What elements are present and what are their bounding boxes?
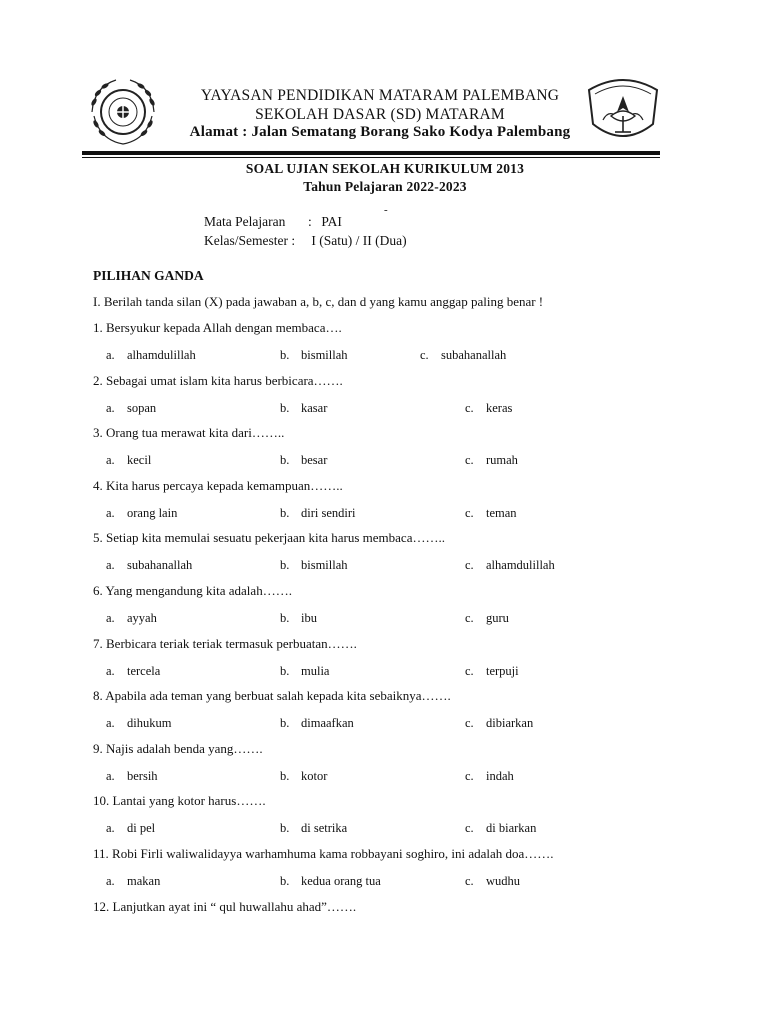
option-c (465, 453, 518, 468)
option-letter: a. (106, 558, 115, 573)
exam-title: SOAL UJIAN SEKOLAH KURIKULUM 2013 (245, 161, 525, 176)
question-text: 1. Bersyukur kepada Allah dengan membaca…. (93, 320, 342, 335)
option-letter: c. (465, 821, 474, 836)
option-letter: b. (280, 348, 290, 362)
foundation-name: YAYASAN PENDIDIKAN MATARAM PALEMBANG (200, 87, 560, 104)
option-text: kotor (301, 768, 328, 783)
option-letter: a. (106, 400, 115, 415)
option-letter: c. (465, 663, 474, 678)
question-text: 5. Setiap kita memulai sesuatu pekerjaan kita harus membaca…….. (93, 530, 445, 546)
question-text: 2. Sebagai umat islam kita harus berbicara……. (93, 372, 343, 388)
dash-mark: - (384, 204, 388, 216)
option-c (465, 611, 509, 626)
subject-label: Mata Pelajaran (204, 214, 286, 229)
option-text: indah (486, 768, 514, 783)
option-text: sopan (127, 400, 157, 415)
option-text: teman (486, 505, 517, 520)
option-text: wudhu (486, 874, 521, 888)
option-letter: c. (420, 348, 429, 362)
option-letter: a. (106, 663, 115, 678)
option-b (280, 874, 381, 889)
option-letter: c. (465, 611, 474, 625)
subject-row (204, 214, 342, 230)
option-letter: c. (465, 505, 474, 520)
option-b (280, 769, 327, 784)
option-text: mulia (301, 663, 330, 678)
school-name: SEKOLAH DASAR (SD) MATARAM (255, 106, 505, 123)
option-text: kedua orang tua (301, 874, 381, 888)
option-letter: a. (106, 505, 115, 520)
option-text: bismillah (301, 348, 348, 362)
option-c (465, 769, 514, 784)
option-letter: a. (106, 716, 115, 731)
option-a (106, 664, 160, 679)
class-label: Kelas/Semester : (204, 233, 296, 248)
option-text: subahanallah (441, 348, 507, 362)
option-b (280, 401, 327, 416)
option-b (280, 611, 317, 626)
class-row (204, 233, 407, 249)
option-a (106, 348, 196, 363)
option-c (465, 664, 519, 679)
question-text: 10. Lantai yang kotor harus……. (93, 793, 266, 809)
option-letter: b. (280, 505, 290, 520)
option-text: alhamdulillah (127, 348, 196, 362)
subject-colon: : (308, 214, 312, 229)
option-text: kecil (127, 453, 152, 468)
option-c (465, 558, 555, 573)
section-title: PILIHAN GANDA (93, 268, 204, 283)
option-letter: b. (280, 821, 290, 836)
option-letter: a. (106, 348, 115, 362)
option-letter: a. (106, 874, 115, 888)
option-b (280, 558, 348, 573)
option-letter: b. (280, 453, 290, 468)
option-letter: b. (280, 716, 290, 731)
option-c (465, 716, 533, 731)
option-a (106, 874, 160, 889)
option-text: terpuji (486, 663, 519, 678)
option-a (106, 558, 192, 573)
option-letter: b. (280, 663, 290, 678)
question-text: 3. Orang tua merawat kita dari…….. (93, 425, 285, 441)
option-text: tercela (127, 663, 161, 678)
option-text: orang lain (127, 505, 178, 520)
option-a (106, 769, 158, 784)
option-b (280, 348, 348, 363)
option-letter: b. (280, 558, 290, 573)
question-text: 4. Kita harus percaya kepada kemampuan…….. (93, 477, 343, 493)
option-text: bersih (127, 768, 158, 783)
option-b (280, 821, 347, 836)
option-letter: c. (465, 768, 474, 783)
option-a (106, 716, 171, 731)
option-b (280, 453, 327, 468)
option-text: dibiarkan (486, 716, 534, 731)
option-letter: a. (106, 611, 115, 625)
option-text: di setrika (301, 821, 348, 836)
option-text: bismillah (301, 558, 348, 573)
option-letter: b. (280, 768, 290, 783)
question-text: 11. Robi Firli waliwalidayya warhamhuma kama robbayani soghiro, ini adalah doa……. (93, 846, 554, 861)
option-text: dihukum (127, 716, 172, 731)
question-text: 6. Yang mengandung kita adalah……. (93, 583, 292, 598)
question-text: 8. Apabila ada teman yang berbuat salah kepada kita sebaiknya……. (93, 688, 451, 704)
option-text: kasar (301, 400, 328, 415)
option-text: makan (127, 874, 161, 888)
exam-year: Tahun Pelajaran 2022-2023 (303, 179, 467, 194)
option-letter: c. (465, 716, 474, 731)
question-text: 7. Berbicara teriak teriak termasuk perbuatan……. (93, 635, 357, 651)
option-b (280, 716, 354, 731)
school-address: Alamat : Jalan Sematang Borang Sako Kodya Palembang (189, 124, 571, 140)
option-text: subahanallah (127, 558, 193, 573)
option-b (280, 506, 356, 521)
option-c (465, 874, 520, 889)
option-letter: b. (280, 611, 290, 625)
option-letter: b. (280, 400, 290, 415)
option-b (280, 664, 329, 679)
question-text: 9. Najis adalah benda yang……. (93, 740, 263, 756)
option-a (106, 401, 156, 416)
option-c (465, 506, 517, 521)
option-letter: c. (465, 558, 474, 573)
option-text: diri sendiri (301, 505, 356, 520)
option-c (420, 348, 506, 363)
option-letter: b. (280, 874, 290, 888)
option-text: di biarkan (486, 821, 537, 836)
option-c (465, 821, 536, 836)
option-letter: c. (465, 874, 474, 888)
option-text: dimaafkan (301, 716, 354, 731)
option-a (106, 821, 155, 836)
option-text: besar (301, 453, 328, 468)
header-divider-thin (82, 157, 660, 158)
option-text: di pel (127, 821, 156, 836)
option-text: alhamdulillah (486, 558, 555, 573)
option-letter: c. (465, 400, 474, 415)
option-a (106, 506, 177, 521)
option-text: rumah (486, 453, 518, 468)
option-a (106, 453, 151, 468)
question-text: 12. Lanjutkan ayat ini “ qul huwallahu ahad”……. (93, 898, 357, 914)
option-letter: c. (465, 453, 474, 468)
option-letter: a. (106, 821, 115, 836)
option-text: keras (486, 400, 513, 415)
option-text: guru (486, 611, 509, 625)
header-divider (82, 151, 660, 155)
option-a (106, 611, 157, 626)
option-letter: a. (106, 768, 115, 783)
option-text: ayyah (127, 611, 157, 625)
class-value: I (Satu) / II (Dua) (311, 233, 407, 248)
subject-value: PAI (321, 214, 342, 229)
school-logo (84, 72, 162, 150)
instruction: I. Berilah tanda silan (X) pada jawaban a, b, c, dan d yang kamu anggap paling benar ! (93, 294, 544, 309)
option-letter: a. (106, 453, 115, 468)
option-c (465, 401, 512, 416)
option-text: ibu (301, 611, 317, 625)
